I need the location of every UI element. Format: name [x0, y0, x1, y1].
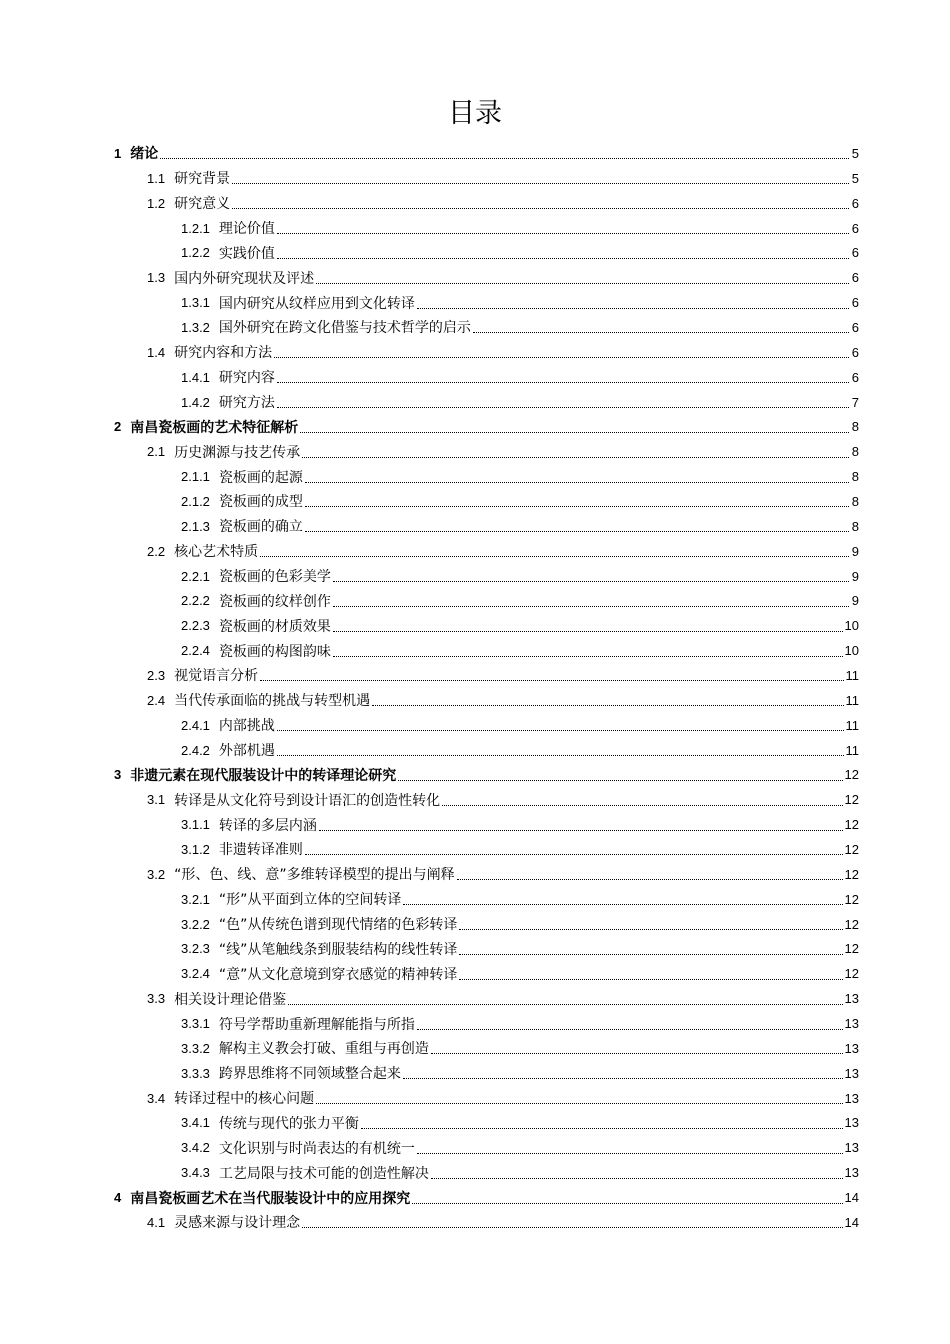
toc-entry-page: 9 [851, 593, 859, 609]
toc-entry-number: 3.2.3 [181, 941, 210, 957]
toc-entry-page: 6 [851, 245, 859, 261]
toc-entry[interactable] [0, 588, 950, 613]
toc-entry-number: 1.4.2 [181, 394, 210, 410]
toc-entry-title: 研究背景 [174, 171, 231, 188]
toc-dot-leader [459, 937, 842, 961]
toc-entry-number: 3.1 [147, 792, 166, 808]
toc-entry-number: 3.1.2 [181, 841, 210, 857]
toc-dot-leader [412, 1186, 842, 1210]
toc-entry-page: 7 [851, 394, 859, 410]
toc-dot-leader [459, 962, 842, 986]
toc-entry[interactable] [0, 1135, 950, 1160]
toc-entry-page: 12 [844, 792, 859, 808]
toc-entry-title: 解构主义教会打破、重组与再创造 [218, 1041, 429, 1058]
toc-entry-title: 研究意义 [174, 196, 231, 213]
toc-entry-title: 瓷板画的材质效果 [218, 618, 331, 635]
toc-entry-number: 3.4.2 [181, 1140, 210, 1156]
toc-entry[interactable] [0, 1185, 950, 1210]
toc-entry-number: 2.4.2 [181, 742, 210, 758]
toc-entry[interactable] [0, 713, 950, 738]
toc-dot-leader [333, 589, 849, 613]
toc-entry-title: 南昌瓷板画的艺术特征解析 [130, 419, 299, 436]
toc-dot-leader [160, 141, 849, 165]
toc-entry-number: 2.1.3 [181, 518, 210, 534]
toc-entry-title: 非遗元素在现代服装设计中的转译理论研究 [130, 767, 397, 784]
toc-entry-title: 核心艺术特质 [174, 544, 259, 561]
toc-dot-leader [417, 291, 849, 315]
toc-entry-title: 非遗转译准则 [218, 842, 303, 859]
toc-dot-leader [417, 1136, 843, 1160]
toc-entry-title: 传统与现代的张力平衡 [218, 1115, 359, 1132]
toc-entry-number: 3.2.4 [181, 966, 210, 982]
toc-dot-leader [277, 365, 849, 389]
toc-entry[interactable] [0, 1061, 950, 1086]
toc-entry-number: 3 [114, 767, 122, 783]
toc-entry-title: 历史渊源与技艺传承 [174, 444, 301, 461]
toc-entry-title: 跨界思维将不同领域整合起来 [218, 1066, 401, 1083]
toc-dot-leader [302, 1210, 842, 1234]
toc-entry[interactable] [0, 986, 950, 1011]
toc-entry[interactable] [0, 240, 950, 265]
toc-entry-title: 转译的多层内涵 [218, 817, 317, 834]
toc-entry-page: 8 [851, 518, 859, 534]
toc-entry-title: 实践价值 [218, 245, 275, 262]
toc-entry[interactable] [0, 1111, 950, 1136]
toc-entry[interactable] [0, 738, 950, 763]
toc-entry-page: 8 [851, 469, 859, 485]
toc-entry-title: 南昌瓷板画艺术在当代服装设计中的应用探究 [130, 1190, 411, 1207]
toc-entry[interactable] [0, 265, 950, 290]
toc-dot-leader [316, 266, 849, 290]
toc-entry-page: 12 [844, 941, 859, 957]
toc-dot-leader [277, 390, 849, 414]
toc-entry[interactable] [0, 961, 950, 986]
toc-entry-page: 6 [851, 369, 859, 385]
toc-entry[interactable] [0, 340, 950, 365]
toc-entry-title: 转译过程中的核心问题 [174, 1091, 315, 1108]
toc-entry[interactable] [0, 1160, 950, 1185]
toc-entry-title: “形、色、线、意”多维转译模型的提出与阐释 [174, 867, 455, 884]
toc-entry-page: 12 [844, 767, 859, 783]
toc-entry-number: 1.4.1 [181, 369, 210, 385]
toc-entry[interactable] [0, 564, 950, 589]
toc-entry-number: 1.2 [147, 195, 166, 211]
toc-entry-title: 瓷板画的起源 [218, 469, 303, 486]
toc-entry-number: 2.2.4 [181, 643, 210, 659]
toc-entry[interactable] [0, 1086, 950, 1111]
toc-entry-page: 6 [851, 270, 859, 286]
toc-entry[interactable] [0, 762, 950, 787]
toc-entry-number: 3.3 [147, 991, 166, 1007]
toc-entry[interactable] [0, 166, 950, 191]
toc-entry[interactable] [0, 787, 950, 812]
toc-entry-page: 13 [844, 991, 859, 1007]
toc-entry-title: 国内外研究现状及评述 [174, 270, 315, 287]
toc-dot-leader [288, 987, 842, 1011]
toc-entry[interactable] [0, 613, 950, 638]
toc-entry-page: 6 [851, 195, 859, 211]
toc-entry[interactable] [0, 390, 950, 415]
toc-entry-title: 绪论 [130, 146, 159, 163]
toc-entry-page: 5 [851, 170, 859, 186]
toc-entry[interactable] [0, 812, 950, 837]
toc-entry-title: 当代传承面临的挑战与转型机遇 [174, 693, 371, 710]
toc-entry-number: 2.4 [147, 692, 166, 708]
toc-entry-page: 8 [851, 444, 859, 460]
toc-entry-number: 2.2.2 [181, 593, 210, 609]
toc-entry-title: 相关设计理论借鉴 [174, 991, 287, 1008]
toc-dot-leader [398, 763, 842, 787]
toc-entry-number: 1.1 [147, 170, 166, 186]
toc-entry-number: 1.2.2 [181, 245, 210, 261]
toc-entry-page: 6 [851, 220, 859, 236]
toc-entry[interactable] [0, 887, 950, 912]
toc-entry[interactable] [0, 514, 950, 539]
toc-dot-leader [333, 564, 849, 588]
toc-dot-leader [442, 788, 842, 812]
toc-entry-page: 9 [851, 568, 859, 584]
toc-entry-page: 11 [845, 667, 859, 683]
toc-entry-title: 灵感来源与设计理念 [174, 1215, 301, 1232]
toc-dot-leader [305, 489, 849, 513]
toc-entry-page: 13 [844, 1065, 859, 1081]
toc-entry[interactable] [0, 290, 950, 315]
toc-dot-leader [305, 514, 849, 538]
toc-entry-page: 10 [844, 643, 859, 659]
toc-entry-number: 2.2 [147, 543, 166, 559]
toc-dot-leader [232, 166, 849, 190]
toc-entry-page: 14 [844, 1190, 859, 1206]
toc-entry[interactable] [0, 862, 950, 887]
toc-entry-title: 文化识别与时尚表达的有机统一 [218, 1140, 415, 1157]
toc-entry-number: 3.1.1 [181, 817, 210, 833]
toc-entry[interactable] [0, 1011, 950, 1036]
toc-entry-title: “意”从文化意境到穿衣感觉的精神转译 [218, 966, 458, 983]
toc-dot-leader [302, 440, 849, 464]
toc-entry-title: 外部机遇 [218, 743, 275, 760]
toc-dot-leader [305, 837, 843, 861]
toc-entry-number: 3.3.1 [181, 1016, 210, 1031]
toc-entry-page: 12 [844, 966, 859, 982]
toc-entry-title: 国外研究在跨文化借鉴与技术哲学的启示 [218, 320, 471, 337]
toc-entry-number: 1.4 [147, 344, 166, 360]
toc-entry-page: 6 [851, 295, 859, 311]
toc-entry-number: 1.3.1 [181, 295, 210, 311]
toc-entry-page: 13 [844, 1090, 859, 1106]
toc-entry-page: 11 [845, 692, 859, 708]
toc-entry[interactable] [0, 315, 950, 340]
toc-entry-page: 8 [851, 493, 859, 509]
toc-dot-leader [431, 1036, 843, 1060]
toc-entry-title: “色”从传统色谱到现代情绪的色彩转译 [218, 917, 458, 934]
toc-entry[interactable] [0, 439, 950, 464]
toc-entry-page: 13 [844, 1016, 859, 1031]
toc-dot-leader [274, 340, 849, 364]
toc-entry[interactable] [0, 414, 950, 439]
toc-entry-title: 理论价值 [218, 221, 275, 237]
toc-entry-number: 3.2.1 [181, 891, 210, 907]
toc-entry-page: 11 [845, 717, 859, 733]
toc-entry-page: 12 [844, 817, 859, 833]
toc-entry[interactable] [0, 688, 950, 713]
toc-entry-number: 1.2.1 [181, 220, 210, 236]
toc-dot-leader [316, 1086, 842, 1110]
toc-entry-number: 3.2 [147, 866, 166, 882]
toc-entry[interactable] [0, 1036, 950, 1061]
toc-dot-leader [473, 315, 849, 339]
toc-dot-leader [333, 614, 843, 638]
toc-entry-page: 8 [851, 419, 859, 435]
toc-dot-leader [277, 216, 849, 240]
toc-dot-leader [361, 1111, 843, 1135]
toc-entry-title: 瓷板画的纹样创作 [218, 593, 331, 610]
toc-entry-number: 1 [114, 145, 122, 161]
toc-entry-number: 4.1 [147, 1214, 166, 1230]
toc-entry-page: 5 [851, 145, 859, 161]
toc-dot-leader [277, 713, 844, 737]
toc-dot-leader [232, 191, 849, 215]
toc-entry-number: 3.3.3 [181, 1065, 210, 1081]
toc-dot-leader [459, 912, 842, 936]
toc-entry-page: 12 [844, 916, 859, 932]
table-of-contents [0, 141, 950, 1235]
toc-entry[interactable] [0, 539, 950, 564]
toc-entry-number: 3.4.1 [181, 1115, 210, 1131]
toc-entry[interactable] [0, 1210, 950, 1235]
toc-entry-page: 14 [844, 1214, 859, 1230]
toc-entry[interactable] [0, 191, 950, 216]
toc-dot-leader [300, 415, 849, 439]
toc-entry-title: 内部挑战 [218, 718, 275, 735]
toc-dot-leader [277, 241, 849, 265]
toc-dot-leader [372, 688, 843, 712]
toc-entry-title: “线”从笔触线条到服装结构的线性转译 [218, 941, 458, 958]
toc-entry-title: 转译是从文化符号到设计语汇的创造性转化 [174, 792, 441, 809]
toc-entry-title: 视觉语言分析 [174, 668, 259, 685]
toc-entry-page: 11 [845, 742, 859, 758]
toc-entry-page: 12 [844, 891, 859, 907]
toc-dot-leader [403, 887, 842, 911]
toc-entry-title: 研究内容和方法 [174, 345, 273, 362]
toc-dot-leader [417, 1012, 843, 1036]
toc-entry-page: 13 [844, 1140, 859, 1156]
toc-entry-number: 2.3 [147, 667, 166, 683]
toc-entry-number: 2.2.1 [181, 568, 210, 584]
toc-entry-page: 6 [851, 319, 859, 335]
toc-entry-page: 12 [844, 866, 859, 882]
toc-entry-title: 瓷板画的色彩美学 [218, 569, 331, 586]
toc-entry-title: 国内研究从纹样应用到文化转译 [218, 295, 415, 312]
toc-entry-number: 4 [114, 1190, 122, 1206]
toc-entry-number: 3.4.3 [181, 1165, 210, 1181]
toc-entry[interactable] [0, 638, 950, 663]
toc-entry-number: 2.1.2 [181, 493, 210, 509]
toc-entry-number: 3.4 [147, 1090, 166, 1106]
toc-entry-title: 符号学帮助重新理解能指与所指 [218, 1016, 415, 1033]
toc-entry[interactable] [0, 937, 950, 962]
toc-dot-leader [260, 539, 849, 563]
toc-entry-page: 12 [844, 841, 859, 857]
toc-entry-title: 瓷板画的确立 [218, 519, 303, 536]
toc-entry-title: 研究内容 [218, 370, 275, 387]
toc-entry-title: 瓷板画的成型 [218, 494, 303, 511]
toc-entry[interactable] [0, 464, 950, 489]
toc-entry-page: 13 [844, 1165, 859, 1181]
toc-dot-leader [319, 813, 843, 837]
toc-entry-title: 瓷板画的构图韵味 [218, 643, 331, 660]
toc-dot-leader [333, 639, 843, 663]
toc-entry[interactable] [0, 365, 950, 390]
toc-entry-number: 1.3.2 [181, 319, 210, 335]
toc-entry-page: 9 [851, 543, 859, 559]
toc-entry-number: 1.3 [147, 270, 166, 286]
toc-entry[interactable] [0, 663, 950, 688]
toc-entry-title: 研究方法 [218, 395, 275, 412]
toc-entry[interactable] [0, 216, 950, 241]
toc-entry-page: 10 [844, 618, 859, 634]
toc-entry-title: “形”从平面到立体的空间转译 [218, 892, 402, 909]
toc-entry-number: 3.3.2 [181, 1040, 210, 1056]
toc-entry-number: 2.1 [147, 444, 166, 460]
toc-entry[interactable] [0, 912, 950, 937]
toc-entry-number: 2.2.3 [181, 618, 210, 634]
page-title: 目录 [448, 98, 502, 129]
toc-entry-page: 13 [844, 1040, 859, 1056]
toc-dot-leader [305, 465, 849, 489]
toc-dot-leader [277, 738, 844, 762]
toc-entry[interactable] [0, 141, 950, 166]
toc-dot-leader [431, 1161, 843, 1185]
toc-entry-number: 2.4.1 [181, 717, 210, 733]
toc-entry-number: 2.1.1 [181, 469, 210, 485]
toc-entry-page: 13 [844, 1115, 859, 1131]
toc-entry-page: 6 [851, 344, 859, 360]
toc-dot-leader [403, 1061, 843, 1085]
toc-entry-number: 2 [114, 419, 122, 435]
toc-dot-leader [260, 663, 843, 687]
toc-entry[interactable] [0, 489, 950, 514]
toc-dot-leader [457, 862, 843, 886]
toc-entry-number: 3.2.2 [181, 916, 210, 932]
toc-entry-title: 工艺局限与技术可能的创造性解决 [218, 1165, 429, 1182]
toc-entry[interactable] [0, 837, 950, 862]
